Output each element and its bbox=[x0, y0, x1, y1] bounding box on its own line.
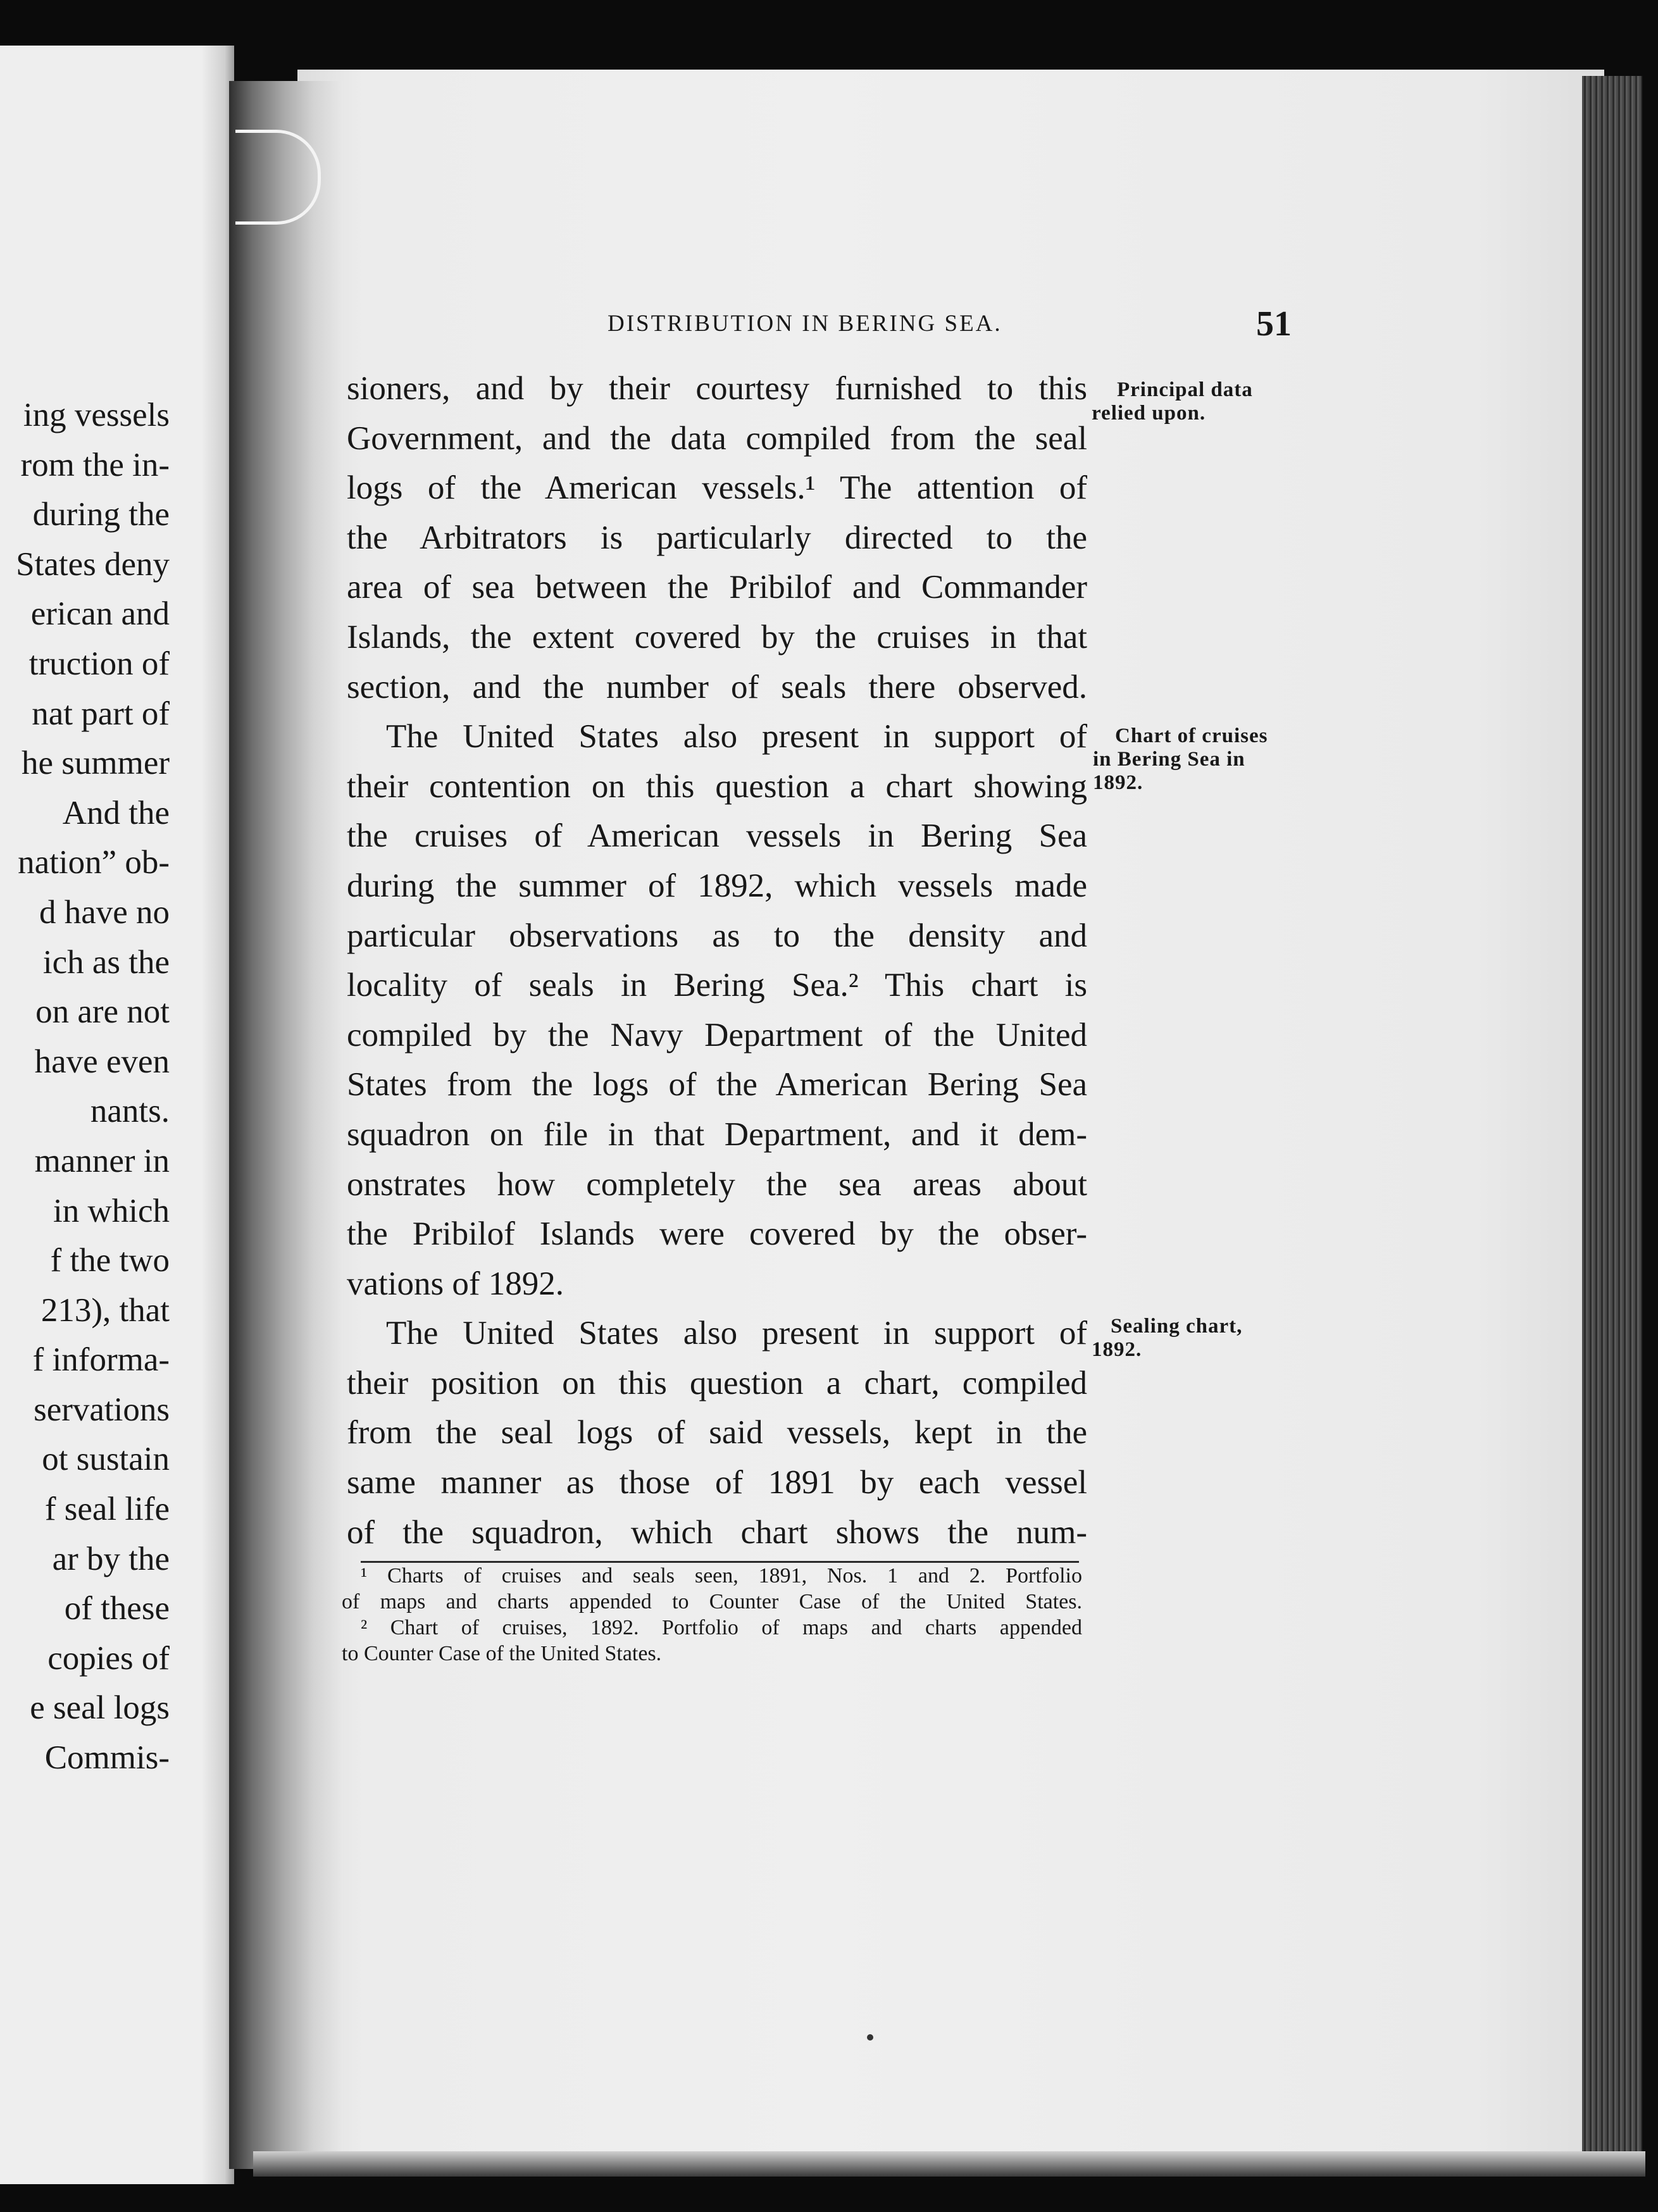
footnote-line: ² Chart of cruises, 1892. Portfolio of maps and charts appended bbox=[361, 1616, 1082, 1639]
text-line: the Arbitrators is particularly directed to the bbox=[347, 519, 1087, 556]
text-line: locality of seals in Bering Sea.² This chart is bbox=[347, 967, 1087, 1004]
page-edge-stack bbox=[1582, 76, 1642, 2177]
text-line: during the summer of 1892, which vessels made bbox=[347, 867, 1087, 904]
text-line: logs of the American vessels.¹ The attention of bbox=[347, 469, 1087, 507]
facing-page-line: copies of bbox=[47, 1639, 170, 1677]
sidenote-line: Chart of cruises bbox=[1115, 724, 1268, 747]
footnote-line: to Counter Case of the United States. bbox=[342, 1642, 662, 1665]
sidenote-principal-data bbox=[1092, 378, 1253, 425]
text-line: particular observations as to the density and bbox=[347, 917, 1087, 954]
sidenote-chart-of-cruises bbox=[1093, 724, 1268, 795]
text-line: same manner as those of 1891 by each vessel bbox=[347, 1464, 1087, 1501]
facing-page-line: e seal logs bbox=[30, 1689, 170, 1727]
sidenote-line: 1892. bbox=[1093, 771, 1144, 794]
facing-page-line: f the two bbox=[50, 1242, 170, 1279]
facing-page-line: ar by the bbox=[52, 1540, 170, 1577]
facing-page-line: f seal life bbox=[44, 1491, 170, 1528]
facing-page-line: in which bbox=[53, 1192, 170, 1229]
facing-page-line: f informa- bbox=[32, 1341, 170, 1379]
text-line: squadron on file in that Department, and it dem- bbox=[347, 1115, 1087, 1153]
sidenote-line: Principal data bbox=[1117, 378, 1253, 401]
footnotes bbox=[342, 1563, 1082, 1667]
facing-page-line: servations bbox=[34, 1391, 170, 1428]
text-line: their contention on this question a chart showing bbox=[347, 767, 1087, 805]
text-line: from the seal logs of said vessels, kept in the bbox=[347, 1414, 1087, 1451]
facing-page-line: ich as the bbox=[42, 943, 170, 981]
facing-page-line: ot sustain bbox=[42, 1441, 170, 1478]
text-line: area of sea between the Pribilof and Commander bbox=[347, 569, 1087, 606]
sidenote-line: Sealing chart, bbox=[1111, 1315, 1243, 1338]
footnote-line: ¹ Charts of cruises and seals seen, 1891, Nos. 1 and 2. Portfolio bbox=[361, 1564, 1082, 1588]
text-line: the Pribilof Islands were covered by the obser- bbox=[347, 1215, 1087, 1253]
sidenote-line: in Bering Sea in bbox=[1093, 748, 1245, 771]
text-line: of the squadron, which chart shows the num- bbox=[347, 1513, 1087, 1551]
text-line: The United States also present in support of bbox=[386, 1315, 1087, 1352]
facing-page-line: he summer bbox=[21, 745, 170, 782]
sidenote-sealing-chart bbox=[1092, 1315, 1243, 1362]
text-line: compiled by the Navy Department of the United bbox=[347, 1016, 1087, 1053]
text-line: vations of 1892. bbox=[347, 1265, 564, 1302]
ink-speck bbox=[867, 2034, 873, 2041]
facing-page-line: nants. bbox=[90, 1093, 170, 1130]
text-line: the cruises of American vessels in Bering Sea bbox=[347, 817, 1087, 855]
binding-gutter bbox=[229, 81, 343, 2169]
facing-page-line: on are not bbox=[35, 993, 170, 1031]
facing-page-line: Commis- bbox=[44, 1739, 170, 1777]
facing-page-line: nation” ob- bbox=[18, 844, 170, 881]
paper-clip-mark bbox=[235, 130, 321, 225]
page-bottom-edge bbox=[253, 2151, 1645, 2177]
facing-page-line: truction of bbox=[28, 645, 170, 682]
facing-page-line: during the bbox=[32, 496, 170, 533]
body-text bbox=[347, 364, 1087, 1557]
facing-page-line: States deny bbox=[16, 545, 170, 583]
facing-page-line: rom the in- bbox=[20, 446, 170, 483]
text-line: section, and the number of seals there observed. bbox=[347, 668, 1087, 705]
facing-page-line: d have no bbox=[39, 893, 170, 931]
page-number: 51 bbox=[1256, 304, 1292, 344]
text-line: onstrates how completely the sea areas about bbox=[347, 1165, 1087, 1203]
text-line: States from the logs of the American Bering Sea bbox=[347, 1066, 1087, 1103]
text-line: The United States also present in support of bbox=[386, 718, 1087, 755]
sidenote-line: 1892. bbox=[1092, 1338, 1142, 1361]
text-line: their position on this question a chart, compiled bbox=[347, 1364, 1087, 1401]
sidenote-line: relied upon. bbox=[1092, 402, 1206, 425]
facing-page-line: manner in bbox=[34, 1142, 170, 1179]
text-line: sioners, and by their courtesy furnished to this bbox=[347, 370, 1087, 407]
facing-page-text bbox=[0, 390, 170, 1783]
running-title: DISTRIBUTION IN BERING SEA. bbox=[608, 311, 1002, 337]
facing-page-line: of these bbox=[64, 1590, 170, 1627]
text-line: Government, and the data compiled from the seal bbox=[347, 419, 1087, 457]
text-line: Islands, the extent covered by the cruises in that bbox=[347, 618, 1087, 656]
footnote-line: of maps and charts appended to Counter Case of the United States. bbox=[342, 1590, 1082, 1613]
facing-page-line: have even bbox=[34, 1043, 170, 1080]
facing-page-line: ing vessels bbox=[23, 397, 170, 433]
facing-page-line: erican and bbox=[30, 595, 170, 633]
facing-page-line: nat part of bbox=[32, 695, 170, 732]
facing-page-line: And the bbox=[62, 794, 170, 831]
facing-page bbox=[0, 46, 234, 2184]
facing-page-line: 213), that bbox=[41, 1291, 170, 1329]
